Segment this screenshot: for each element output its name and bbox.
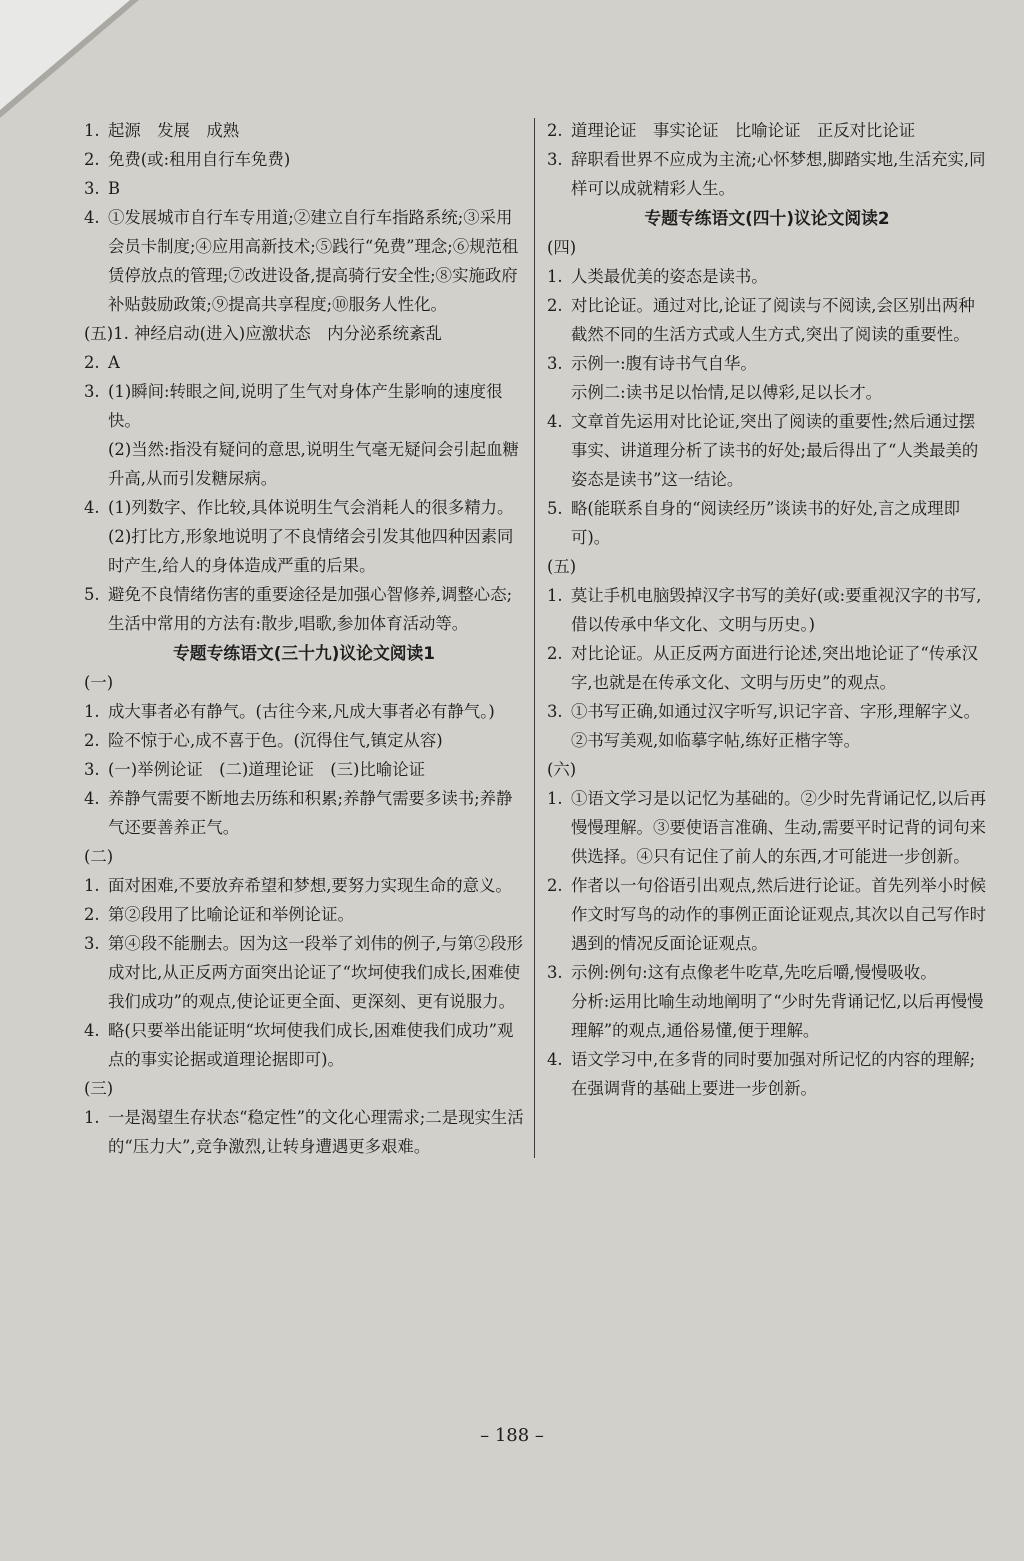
answer-sub: 分析:运用比喻生动地阐明了“少时先背诵记忆,以后再慢慢理解”的观点,通俗易懂,便于理解。: [571, 992, 984, 1040]
item-number: 2.: [547, 121, 563, 140]
item-number: 3.: [547, 150, 563, 169]
item-number: 2.: [547, 876, 563, 895]
answer-list: [547, 581, 987, 726]
item-number: 1.: [547, 267, 563, 286]
item-number: 4.: [547, 412, 563, 431]
item-number: 1.: [84, 1108, 100, 1127]
item-text: (1)列数字、作比较,具体说明生气会消耗人的很多精力。: [108, 498, 514, 517]
item-text: 避免不良情绪伤害的重要途径是加强心智修养,调整心态;生活中常用的方法有:散步,唱歌,参加体育活动等。: [108, 585, 513, 633]
answer-block-2c: [84, 580, 524, 638]
item-text: 人类最优美的姿态是读书。: [571, 267, 768, 286]
answer-block-2b: [84, 493, 524, 522]
item-number: 1.: [84, 121, 100, 140]
item-number: 2.: [84, 731, 100, 750]
item-number: 4.: [84, 208, 100, 227]
item-number: 5.: [547, 499, 563, 518]
answer-item: [547, 871, 987, 958]
item-number: 1.: [547, 586, 563, 605]
answer-block-2: [84, 348, 524, 435]
item-text: 示例一:腹有诗书气自华。: [571, 354, 757, 373]
answer-item: [547, 349, 987, 378]
left-column: [84, 116, 524, 1161]
answer-list: [84, 697, 524, 842]
section-label: (六): [547, 760, 577, 779]
item-number: 2.: [84, 905, 100, 924]
item-text: B: [108, 179, 121, 198]
answer-sub: 示例二:读书足以怡情,足以傅彩,足以长才。: [571, 383, 882, 402]
item-text: 莫让手机电脑毁掉汉字书写的美好(或:要重视汉字的书写,借以传承中华文化、文明与历史。): [571, 586, 982, 634]
item-number: 4.: [84, 498, 100, 517]
item-text: (一)举例论证 (二)道理论证 (三)比喻论证: [108, 760, 426, 779]
right-column: [547, 116, 987, 1103]
answer-item: [84, 1103, 524, 1161]
item-number: 4.: [547, 1050, 563, 1069]
item-number: 1.: [547, 789, 563, 808]
answer-item: [547, 145, 987, 203]
item-text: 一是渴望生存状态“稳定性”的文化心理需求;二是现实生活的“压力大”,竞争激烈,让转身遭遇更多艰难。: [108, 1108, 524, 1156]
section-5-header: (五)1. 神经启动(进入)应激状态 内分泌系统紊乱: [84, 324, 442, 343]
answer-item: [84, 929, 524, 1016]
answer-list: [547, 407, 987, 552]
answer-item: [84, 697, 524, 726]
item-text: 作者以一句俗语引出观点,然后进行论证。首先列举小时候作文时写鸟的动作的事例正面论证观点,其次以自己写作时遇到的情况反面论证观点。: [571, 876, 986, 953]
item-number: 3.: [547, 963, 563, 982]
answer-list: [84, 1103, 524, 1161]
answer-sub: (2)打比方,形象地说明了不良情绪会引发其他四种因素同时产生,给人的身体造成严重的后果。: [108, 527, 514, 575]
section-title-40: 专题专练语文(四十)议论文阅读2: [644, 208, 890, 228]
item-number: 3.: [84, 179, 100, 198]
item-number: 5.: [84, 585, 100, 604]
item-text: 对比论证。通过对比,论证了阅读与不阅读,会区别出两种截然不同的生活方式或人生方式,突出了阅读的重要性。: [571, 296, 975, 344]
answer-item: [84, 174, 524, 203]
item-number: 3.: [547, 702, 563, 721]
item-text: 示例:例句:这有点像老牛吃草,先吃后嚼,慢慢吸收。: [571, 963, 937, 982]
answer-sub: ②书写美观,如临摹字帖,练好正楷字等。: [571, 731, 861, 750]
answer-item: [84, 871, 524, 900]
item-number: 2.: [84, 150, 100, 169]
answer-block-1: [84, 116, 524, 319]
answer-list: [547, 784, 987, 987]
answer-item: [84, 900, 524, 929]
answer-item: [547, 407, 987, 494]
item-number: 3.: [84, 934, 100, 953]
answer-item: [547, 116, 987, 145]
item-number: 3.: [84, 760, 100, 779]
column-divider: [534, 118, 535, 1158]
item-text: 对比论证。从正反两方面进行论述,突出地论证了“传承汉字,也就是在传承文化、文明与历史”的观点。: [571, 644, 978, 692]
answer-item: [547, 958, 987, 987]
page-number: – 188 –: [480, 1425, 544, 1446]
item-text: 免费(或:租用自行车免费): [108, 150, 291, 169]
answer-item: [84, 1016, 524, 1074]
answer-item: [547, 291, 987, 349]
item-number: 4.: [84, 1021, 100, 1040]
answer-item: [547, 581, 987, 639]
answer-sub: (2)当然:指没有疑问的意思,说明生气毫无疑问会引起血糖升高,从而引发糖尿病。: [108, 440, 519, 488]
item-text: 略(只要举出能证明“坎坷使我们成长,困难使我们成功”观点的事实论据或道理论据即可)。: [108, 1021, 514, 1069]
answer-item: [84, 784, 524, 842]
item-text: 险不惊于心,成不喜于色。(沉得住气,镇定从容): [108, 731, 443, 750]
answer-item: [547, 784, 987, 871]
item-number: 1.: [84, 702, 100, 721]
answer-item: [547, 262, 987, 291]
item-text: 道理论证 事实论证 比喻论证 正反对比论证: [571, 121, 916, 140]
answer-item: [84, 116, 524, 145]
item-number: 4.: [84, 789, 100, 808]
item-number: 3.: [547, 354, 563, 373]
answer-item: [84, 377, 524, 435]
answer-item: [84, 726, 524, 755]
item-text: (1)瞬间:转眼之间,说明了生气对身体产生影响的速度很快。: [108, 382, 503, 430]
item-text: 养静气需要不断地去历练和积累;养静气需要多读书;养静气还要善养正气。: [108, 789, 513, 837]
item-text: A: [108, 353, 120, 372]
section-label: (一): [84, 673, 114, 692]
answer-list: [547, 116, 987, 203]
answer-item: [84, 755, 524, 784]
item-number: 2.: [547, 644, 563, 663]
answer-list: [547, 1045, 987, 1103]
answer-item: [84, 580, 524, 638]
section-label: (三): [84, 1079, 114, 1098]
folded-page-corner: [0, 0, 130, 110]
answer-item: [84, 145, 524, 174]
item-text: ①书写正确,如通过汉字听写,识记字音、字形,理解字义。: [571, 702, 981, 721]
item-text: 语文学习中,在多背的同时要加强对所记忆的内容的理解;在强调背的基础上要进一步创新。: [571, 1050, 976, 1098]
answer-item: [547, 639, 987, 697]
item-text: 起源 发展 成熟: [108, 121, 240, 140]
answer-list: [547, 262, 987, 378]
answer-item: [547, 1045, 987, 1103]
item-text: 辞职看世界不应成为主流;心怀梦想,脚踏实地,生活充实,同样可以成就精彩人生。: [571, 150, 986, 198]
item-text: 面对困难,不要放弃希望和梦想,要努力实现生命的意义。: [108, 876, 512, 895]
answer-item: [84, 493, 524, 522]
item-text: 成大事者必有静气。(古往今来,凡成大事者必有静气。): [108, 702, 495, 721]
answer-item: [84, 348, 524, 377]
item-number: 2.: [547, 296, 563, 315]
item-text: 第②段用了比喻论证和举例论证。: [108, 905, 354, 924]
item-text: 第④段不能删去。因为这一段举了刘伟的例子,与第②段形成对比,从正反两方面突出论证了“坎坷使我们成长,困难使我们成功”的观点,使论证更全面、更深刻、更有说服力。: [108, 934, 523, 1011]
section-label: (四): [547, 238, 577, 257]
item-number: 1.: [84, 876, 100, 895]
item-number: 3.: [84, 382, 100, 401]
item-text: ①发展城市自行车专用道;②建立自行车指路系统;③采用会员卡制度;④应用高新技术;⑤践行“免费”理念;⑥规范租赁停放点的管理;⑦改进设备,提高骑行安全性;⑧实施政府补贴鼓励政策;⑨提高共享程度;⑩服务人性化。: [108, 208, 519, 314]
item-text: ①语文学习是以记忆为基础的。②少时先背诵记忆,以后再慢慢理解。③要使语言准确、生动,需要平时记背的词句来供选择。④只有记住了前人的东西,才可能进一步创新。: [571, 789, 986, 866]
item-text: 略(能联系自身的“阅读经历”谈读书的好处,言之成理即可)。: [571, 499, 960, 547]
item-number: 2.: [84, 353, 100, 372]
answer-list: [84, 871, 524, 1074]
answer-item: [547, 494, 987, 552]
section-title-39: 专题专练语文(三十九)议论文阅读1: [173, 643, 435, 663]
section-label: (二): [84, 847, 114, 866]
answer-item: [547, 697, 987, 726]
answer-item: [84, 203, 524, 319]
item-text: 文章首先运用对比论证,突出了阅读的重要性;然后通过摆事实、讲道理分析了读书的好处;最后得出了“人类最美的姿态是读书”这一结论。: [571, 412, 979, 489]
section-label: (五): [547, 557, 577, 576]
